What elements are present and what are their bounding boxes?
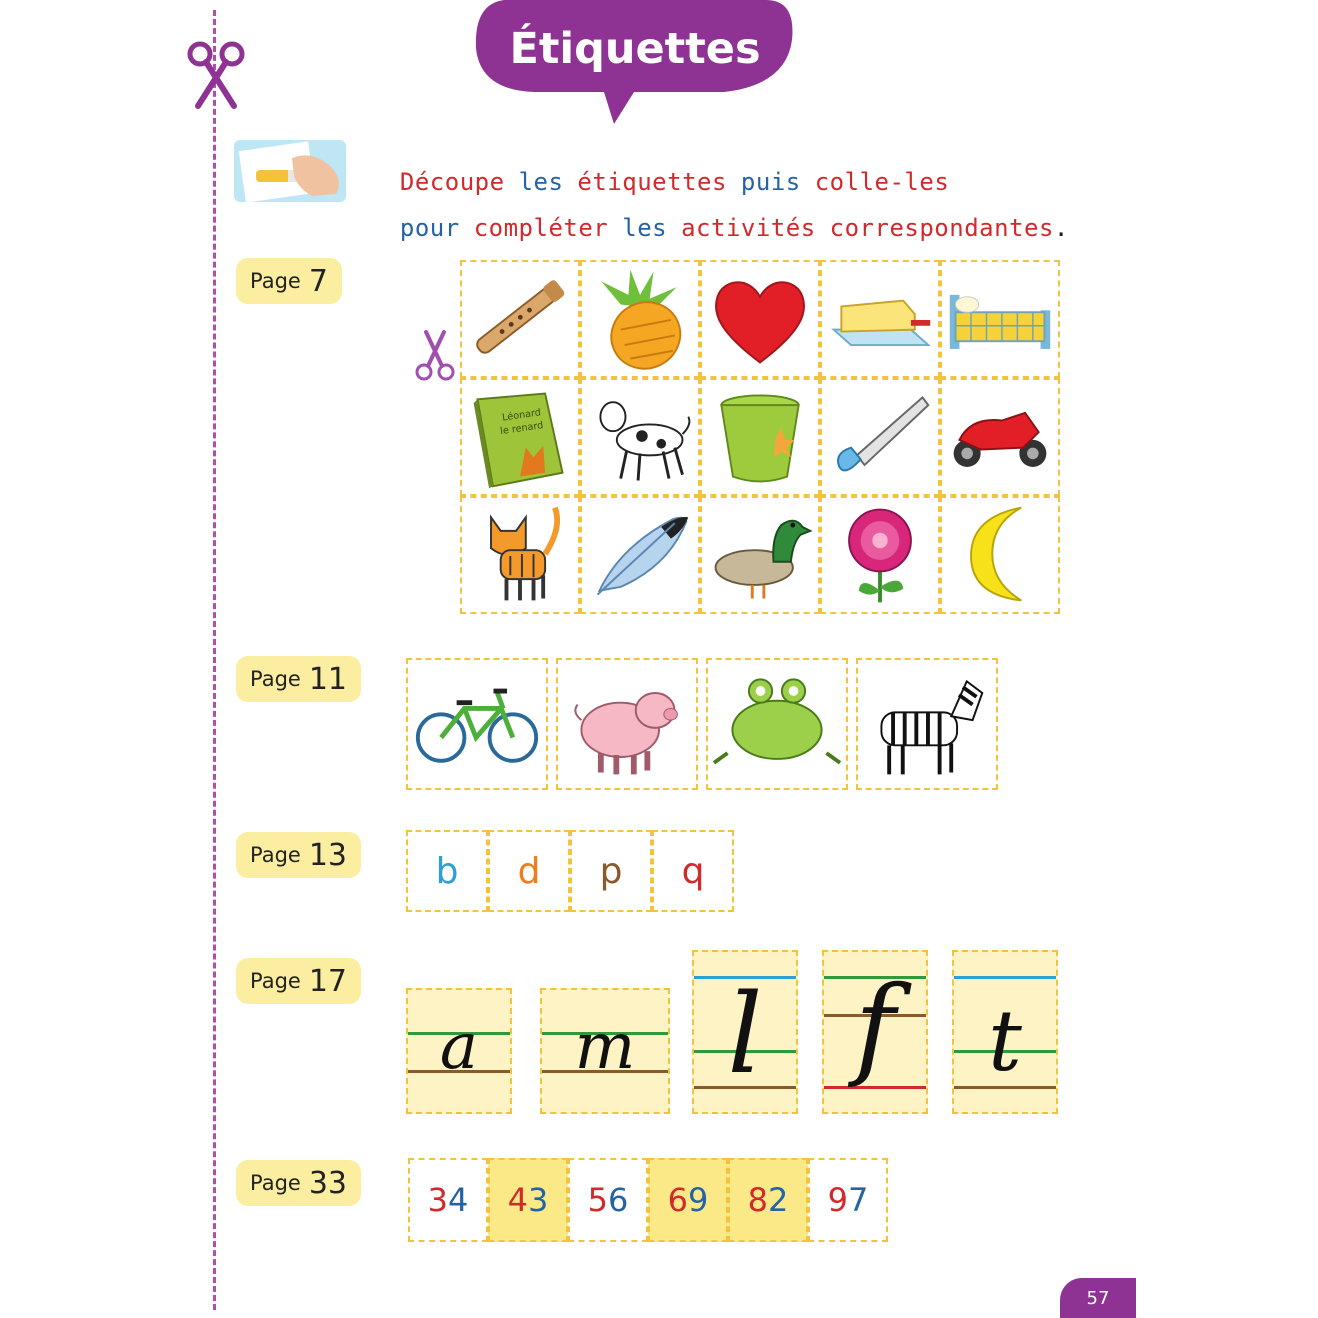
instr-word: étiquettes (577, 168, 727, 196)
label-letter-q[interactable] (652, 830, 734, 912)
duck-icon (702, 498, 818, 612)
label-lune[interactable] (940, 496, 1060, 614)
flute-icon (462, 262, 578, 376)
digit: 2 (768, 1181, 789, 1219)
digit: 3 (528, 1181, 549, 1219)
number-text (828, 1181, 869, 1219)
label-beurre[interactable] (820, 260, 940, 378)
page-tag-17 (236, 958, 361, 1004)
saw-icon (822, 380, 938, 494)
page-tag-number: 11 (308, 661, 348, 697)
page-tag-word: Page (250, 269, 301, 293)
cursive-letter: t (988, 992, 1022, 1090)
instr-word: . (1053, 214, 1069, 242)
flower-icon (822, 498, 938, 612)
label-zebre[interactable] (856, 658, 998, 790)
frog-icon (708, 660, 846, 788)
page-number: 57 (1060, 1278, 1136, 1318)
label-cochon[interactable] (556, 658, 698, 790)
pineapple-icon (582, 262, 698, 376)
instr-word: les (622, 214, 668, 242)
label-letter-p[interactable] (570, 830, 652, 912)
digit: 6 (608, 1181, 629, 1219)
label-grenouille[interactable] (706, 658, 848, 790)
number-text (428, 1181, 469, 1219)
letter-text: p (599, 850, 623, 892)
digit: 9 (688, 1181, 709, 1219)
page-tag-11 (236, 656, 361, 702)
label-seau[interactable] (700, 378, 820, 496)
digit: 4 (448, 1181, 469, 1219)
book-icon (462, 380, 578, 494)
page-tag-number: 33 (308, 1165, 348, 1201)
butter-icon (822, 262, 938, 376)
label-cursive-a[interactable] (406, 988, 512, 1114)
letter-text: b (435, 850, 459, 892)
cow-icon (582, 380, 698, 494)
instr-word: correspondantes (829, 214, 1054, 242)
book-text: le renard (499, 420, 545, 438)
page-tag-word: Page (250, 667, 301, 691)
digit: 7 (848, 1181, 869, 1219)
glue-hand-icon (232, 136, 354, 206)
label-cursive-t[interactable] (952, 950, 1058, 1114)
motorbike-icon (942, 380, 1058, 494)
moon-icon (942, 498, 1058, 612)
instr-word: activités (681, 214, 816, 242)
instr-word: les (518, 168, 564, 196)
instr-word: pour (399, 214, 460, 242)
instr-word: Découpe (399, 168, 505, 196)
instr-word: puis (740, 168, 801, 196)
label-scie[interactable] (820, 378, 940, 496)
number-text (508, 1181, 549, 1219)
page-tag-word: Page (250, 1171, 301, 1195)
cut-line (213, 10, 216, 1310)
digit: 4 (507, 1181, 528, 1219)
label-livre[interactable] (460, 378, 580, 496)
page-title: Étiquettes (509, 24, 761, 74)
letter-text: q (681, 850, 705, 892)
zebra-icon (858, 660, 996, 788)
label-number-97[interactable] (808, 1158, 888, 1242)
label-number-82[interactable] (728, 1158, 808, 1242)
label-letter-d[interactable] (488, 830, 570, 912)
page-tag-word: Page (250, 843, 301, 867)
label-cursive-m[interactable] (540, 988, 670, 1114)
cursive-letter: m (574, 1010, 636, 1084)
label-number-56[interactable] (568, 1158, 648, 1242)
label-moto[interactable] (940, 378, 1060, 496)
label-cursive-l[interactable] (692, 950, 798, 1114)
cursive-letter: f (854, 962, 896, 1090)
label-plume[interactable] (580, 496, 700, 614)
label-cursive-f[interactable] (822, 950, 928, 1114)
digit: 8 (747, 1181, 768, 1219)
label-letter-b[interactable] (406, 830, 488, 912)
label-flute[interactable] (460, 260, 580, 378)
label-number-43[interactable] (488, 1158, 568, 1242)
label-chat[interactable] (460, 496, 580, 614)
digit: 3 (427, 1181, 448, 1219)
pig-icon (558, 660, 696, 788)
page-tag-number: 7 (308, 263, 328, 299)
page-tag-7 (236, 258, 342, 304)
instruction-line-2 (370, 186, 1083, 242)
number-text (588, 1181, 629, 1219)
bed-icon (942, 262, 1058, 376)
label-fleur[interactable] (820, 496, 940, 614)
scissors-icon (414, 330, 456, 382)
label-velo[interactable] (406, 658, 548, 790)
digit: 5 (587, 1181, 608, 1219)
scissors-icon (186, 40, 246, 110)
instr-word: colle-les (814, 168, 950, 196)
page-tag-33 (236, 1160, 361, 1206)
label-lit[interactable] (940, 260, 1060, 378)
letter-text: d (517, 850, 541, 892)
page-tag-number: 17 (308, 963, 348, 999)
book-text: Léonard (501, 407, 542, 424)
heart-icon (702, 262, 818, 376)
label-coeur[interactable] (700, 260, 820, 378)
feather-icon (582, 498, 698, 612)
label-number-69[interactable] (648, 1158, 728, 1242)
label-canard[interactable] (700, 496, 820, 614)
digit: 9 (827, 1181, 848, 1219)
number-text (748, 1181, 789, 1219)
page-tag-13 (236, 832, 361, 878)
number-text (668, 1181, 709, 1219)
bicycle-icon (408, 660, 546, 788)
digit: 6 (667, 1181, 688, 1219)
bucket-icon (702, 380, 818, 494)
cat-icon (462, 498, 578, 612)
guide-line (954, 976, 1056, 979)
label-vache[interactable] (580, 378, 700, 496)
label-number-34[interactable] (408, 1158, 488, 1242)
cursive-letter: a (439, 1010, 479, 1084)
page-tag-number: 13 (308, 837, 348, 873)
instr-word: compléter (473, 214, 609, 242)
page-tag-word: Page (250, 969, 301, 993)
label-ananas[interactable] (580, 260, 700, 378)
cursive-letter: l (727, 970, 763, 1098)
